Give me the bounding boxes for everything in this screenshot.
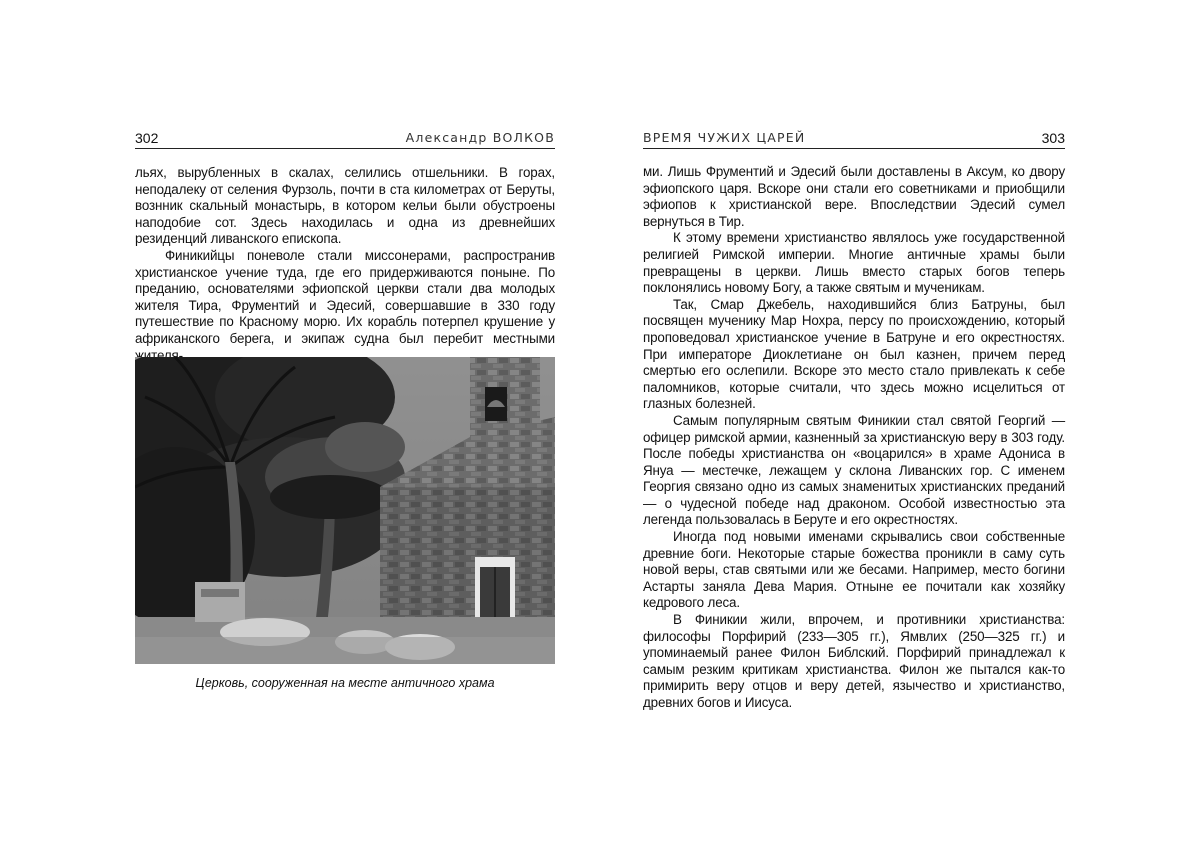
left-running-head xyxy=(135,130,555,149)
photo-caption: Церковь, сооруженная на месте античного храма xyxy=(135,676,555,690)
paragraph: К этому времени христианство являлось уже государственной религией Римской империи. Многие античные храмы были превращены в церкви. Лишь вместо старых богов теперь поклонялись новому Богу, а также святым и мученикам. xyxy=(643,230,1065,296)
paragraph: В Финикии жили, впрочем, и противники христианства: философы Порфирий (233—305 гг.), Ямвлих (250—325 гг.) и упоминаемый ранее Филон Библский. Порфирий принадлежал к самым резким критикам христианства. Филон же пытался как-то примирить веру отцов и веру детей, язычество и христианство, древних богов и Иисуса. xyxy=(643,612,1065,712)
left-text-block xyxy=(135,165,555,364)
paragraph: Иногда под новыми именами скрывались свои собственные древние боги. Некоторые старые божества проникли в саму суть новой веры, став святыми или же бесами. Например, место богини Астарты заняла Дева Мария. Отныне ее почитали как хозяйку кедрового леса. xyxy=(643,529,1065,612)
chapter-title: ВРЕМЯ ЧУЖИХ ЦАРЕЙ xyxy=(643,130,805,146)
paragraph: Финикийцы поневоле стали миссонерами, распространив христианское учение туда, где его придерживаются поныне. По преданию, основателями эфиопской церкви стали два молодых жителя Тира, Фрументий и Эдесий, совершавшие в 330 году путешествие по Красному морю. Их корабль потерпел крушение у африканского берега, и экипаж судна был перебит местными жителя- xyxy=(135,248,555,364)
paragraph: льях, вырубленных в скалах, селились отшельники. В горах, неподалеку от селения Фурзоль, почти в ста километрах от Беруты, вознник скальный монастырь, в котором кельи были обустроены наподобие сот. Здесь находилась и одна из древнейших резиденций ливанского епископа. xyxy=(135,165,555,248)
author-name: Александр ВОЛКОВ xyxy=(406,130,555,146)
right-running-head xyxy=(643,130,1065,149)
paragraph: ми. Лишь Фрументий и Эдесий были доставлены в Аксум, ко двору эфиопского царя. Вскоре они стали его советниками и приобщили эфиопов к христианской вере. Впоследствии Эдесий сумел вернуться в Тир. xyxy=(643,164,1065,230)
page-number-left: 302 xyxy=(135,130,158,146)
church-photo xyxy=(135,357,555,664)
right-text-block xyxy=(643,164,1065,712)
paragraph: Так, Смар Джебель, находившийся близ Батруны, был посвящен мученику Мар Нохра, персу по происхождению, который проповедовал христианское учение в Батруне и его окрестностях. При императоре Диоклетиане он был казнен, причем перед смертью его ослепили. Вскоре это место стало привлекать к себе паломников, которые считали, что здесь можно исцелиться от глазных болезней. xyxy=(643,297,1065,413)
page-number-right: 303 xyxy=(1042,130,1065,146)
paragraph: Самым популярным святым Финикии стал святой Георгий — офицер римской армии, казненный за христианскую веру в 303 году. После победы христианства он «воцарился» в храме Адониса в Януа — местечке, лежащем у склона Ливанских гор. С именем Георгия связано одно из самых знаменитых христианских преданий — о чудесной победе над драконом. Особой известностью эта легенда пользовалась в Беруте и его окрестностях. xyxy=(643,413,1065,529)
